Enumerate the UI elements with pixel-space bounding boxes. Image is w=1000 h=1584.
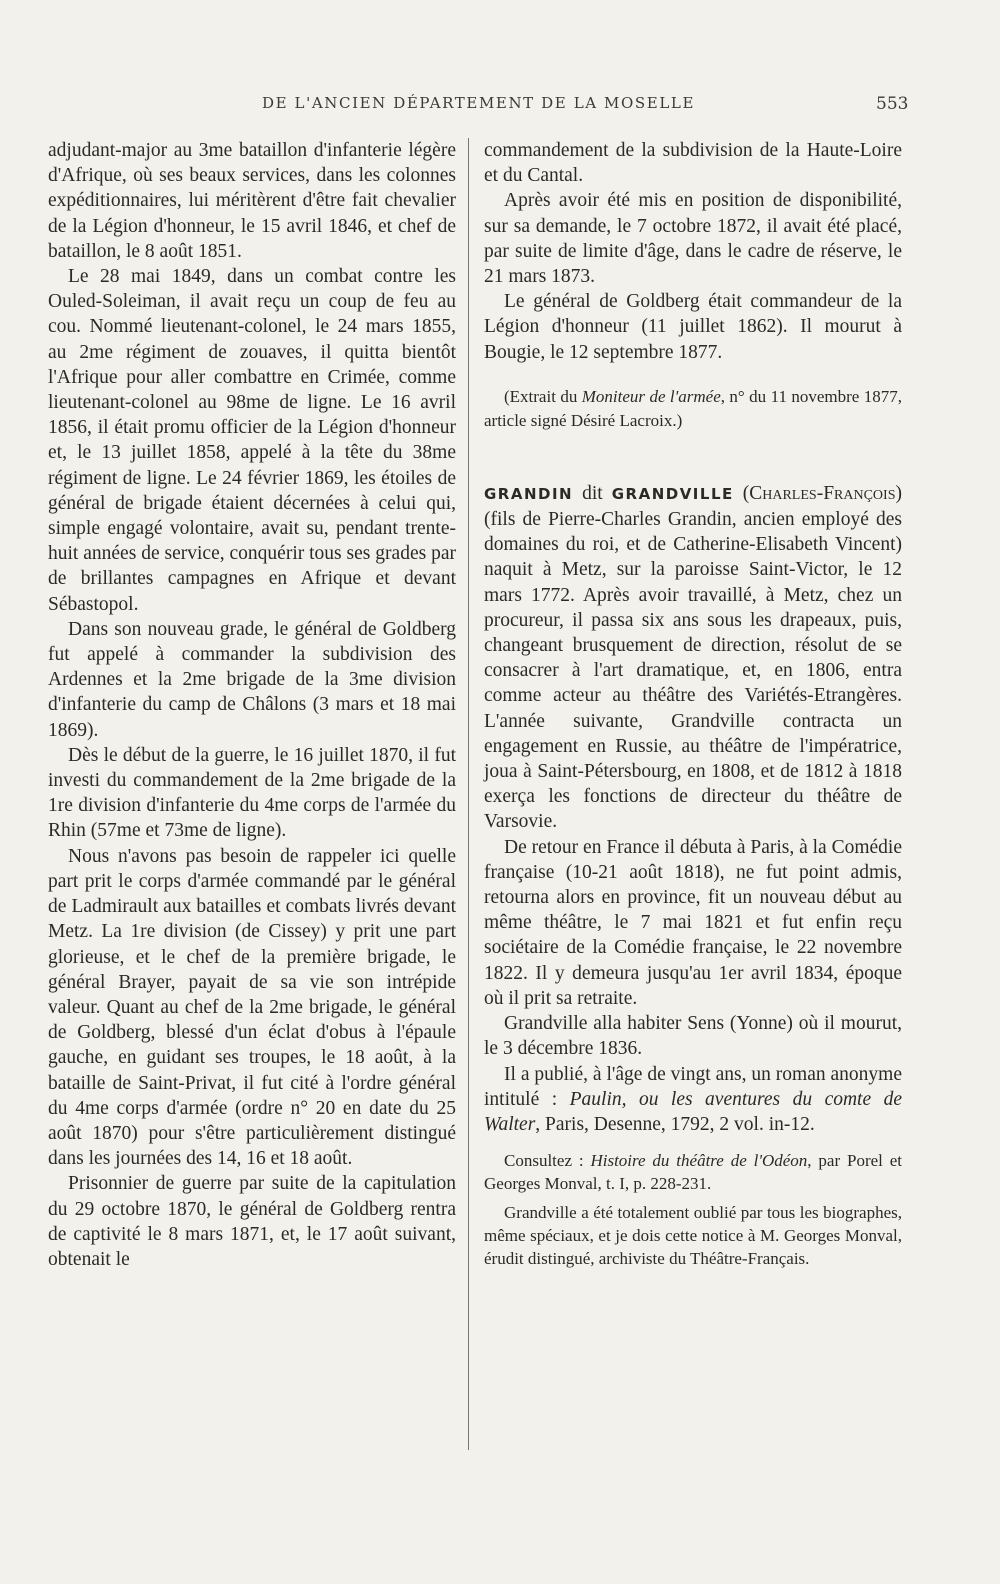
- paragraph: Le général de Goldberg était commandeur de la Légion d'honneur (11 juillet 1862). Il mourut à Bougie, le 12 septembre 1877.: [484, 291, 902, 363]
- right-column: [484, 138, 902, 1270]
- paragraph: Après avoir été mis en position de disponibilité, sur sa demande, le 7 octobre 1872, il avait été placé, par suite de limite d'âge, dans le cadre de réserve, le 21 mars 1873.: [484, 190, 902, 288]
- paragraph: Prisonnier de guerre par suite de la capitulation du 29 octobre 1870, le général de Goldberg rentra de captivité le 8 mars 1871, et, le 17 août suivant, obtenait le: [48, 1173, 456, 1270]
- source-suffix: , n° du 11 novembre 1877, article signé Désiré Lacroix.): [484, 386, 903, 430]
- paragraph: Dans son nouveau grade, le général de Goldberg fut appelé à commander la subdivision des Ardennes et la 2me brigade de la 3me division d'infanterie du camp de Châlons (3 mars et 18 mai 1869).: [48, 618, 456, 741]
- page-number: 553: [876, 94, 909, 114]
- author-note: Grandville a été totalement oublié par tous les biographes, même spéciaux, et je dois cette notice à M. Georges Monval, érudit distingué, archiviste du Théâtre-Français.: [484, 1203, 902, 1269]
- paragraph-published: [484, 1062, 902, 1138]
- left-column: [48, 138, 456, 1272]
- published-title: Paulin, ou les aventures du comte de Walter: [484, 1088, 902, 1135]
- paragraph: Grandville alla habiter Sens (Yonne) où il mourut, le 3 décembre 1836.: [484, 1013, 902, 1060]
- page-header: [0, 94, 1000, 124]
- running-title: DE L'ANCIEN DÉPARTEMENT DE LA MOSELLE: [262, 94, 696, 112]
- entry-name: GRANDIN: [484, 484, 574, 503]
- column-divider: [468, 138, 469, 1450]
- published-suffix: , Paris, Desenne, 1792, 2 vol. in-12.: [535, 1113, 815, 1135]
- published-prefix: Il a publié, à l'âge de vingt ans, un roman anonyme intitulé :: [484, 1063, 902, 1110]
- source-prefix: (Extrait du: [504, 386, 582, 406]
- paragraph: Nous n'avons pas besoin de rappeler ici quelle part prit le corps d'armée commandé par le général de Ladmirault aux batailles et combats livrés devant Metz. La 1re division (de Cissey) y prit une part glorieuse, et le chef de la première brigade, le général Brayer, payait de sa vie son intrépide valeur. Quant au chef de la 2me brigade, le général de Goldberg, blessé d'un éclat d'obus à l'épaule gauche, en guidant ses troupes, le 18 août, à la bataille de Saint-Privat, il fut cité à l'ordre général du 4me corps d'armée (ordre n° 20 en date du 25 août 1870) pour s'être particulièrement distingué dans les journées des 14, 16 et 18 août.: [48, 845, 456, 1170]
- paragraph: adjudant-major au 3me bataillon d'infanterie légère d'Afrique, où ses beaux services, dans les colonnes expéditionnaires, lui méritèrent d'être fait chevalier de la Légion d'honneur, le 15 avril 1846, et chef de bataillon, le 8 août 1851.: [48, 140, 456, 262]
- paragraph: Dès le début de la guerre, le 16 juillet 1870, il fut investi du commandement de la 2me brigade de la 1re division d'infanterie du 4me corps de l'armée du Rhin (57me et 73me de ligne).: [48, 744, 456, 842]
- consult-suffix: , par Porel et Georges Monval, t. I, p. 228-231.: [484, 1151, 903, 1194]
- entry-text: (fils de Pierre-Charles Grandin, ancien employé des domaines du roi, et de Catherine-Elisabeth Vincent) naquit à Metz, sur la paroisse Saint-Victor, le 12 mars 1772. Après avoir travaillé, à Metz, chez un procureur, il passa six ans sous les drapeaux, puis, changeant brusquement de direction, résolut de se consacrer à l'art dramatique, et, en 1806, entra comme acteur au théâtre des Variétés-Etrangères. L'année suivante, Grandville contracta un engagement en Russie, au théâtre de l'impératrice, joua à Saint-Pétersbourg, en 1808, et de 1812 à 1818 exerça les fonctions de directeur du théâtre de Varsovie.: [484, 509, 902, 833]
- consult-title: Histoire du théâtre de l'Odéon: [590, 1151, 808, 1171]
- paragraph: De retour en France il débuta à Paris, à la Comédie française (10-21 août 1818), ne fut point admis, retourna alors en province, fit un nouveau début au même théâtre, le 7 mai 1821 et fut enfin reçu sociétaire de la Comédie française, le 22 novembre 1822. Il y demeura jusqu'au 1er avril 1834, époque où il prit sa retraite.: [484, 836, 902, 1009]
- entry-alias: GRANDVILLE: [611, 484, 734, 503]
- entry-given-names: (Charles-François): [742, 482, 902, 504]
- paragraph: Le 28 mai 1849, dans un combat contre les Ouled-Soleiman, il avait reçu un coup de feu au cou. Nommé lieutenant-colonel, le 24 mars 1855, au 2me régiment de zouaves, il quitta bientôt l'Afrique pour aller combattre en Crimée, comme lieutenant-colonel au 98me de ligne. Le 16 avril 1856, il était promu officier de la Légion d'honneur et, le 13 juillet 1858, appelé à la tête du 38me régiment de ligne. Le 24 février 1869, les étoiles de général de brigade étaient décernées à celui qui, simple engagé volontaire, avait su, pendant trente-huit années de service, conquérir tous ses grades par de brillantes campagnes en Afrique et devant Sébastopol.: [48, 266, 456, 615]
- entry-dit: dit: [573, 482, 612, 504]
- source-citation: [484, 385, 902, 433]
- entry-grandin: [484, 481, 902, 835]
- consult-prefix: Consultez :: [504, 1151, 591, 1171]
- source-title: Moniteur de l'armée: [581, 386, 721, 406]
- consult-note: [484, 1149, 902, 1195]
- paragraph: commandement de la subdivision de la Haute-Loire et du Cantal.: [484, 140, 902, 187]
